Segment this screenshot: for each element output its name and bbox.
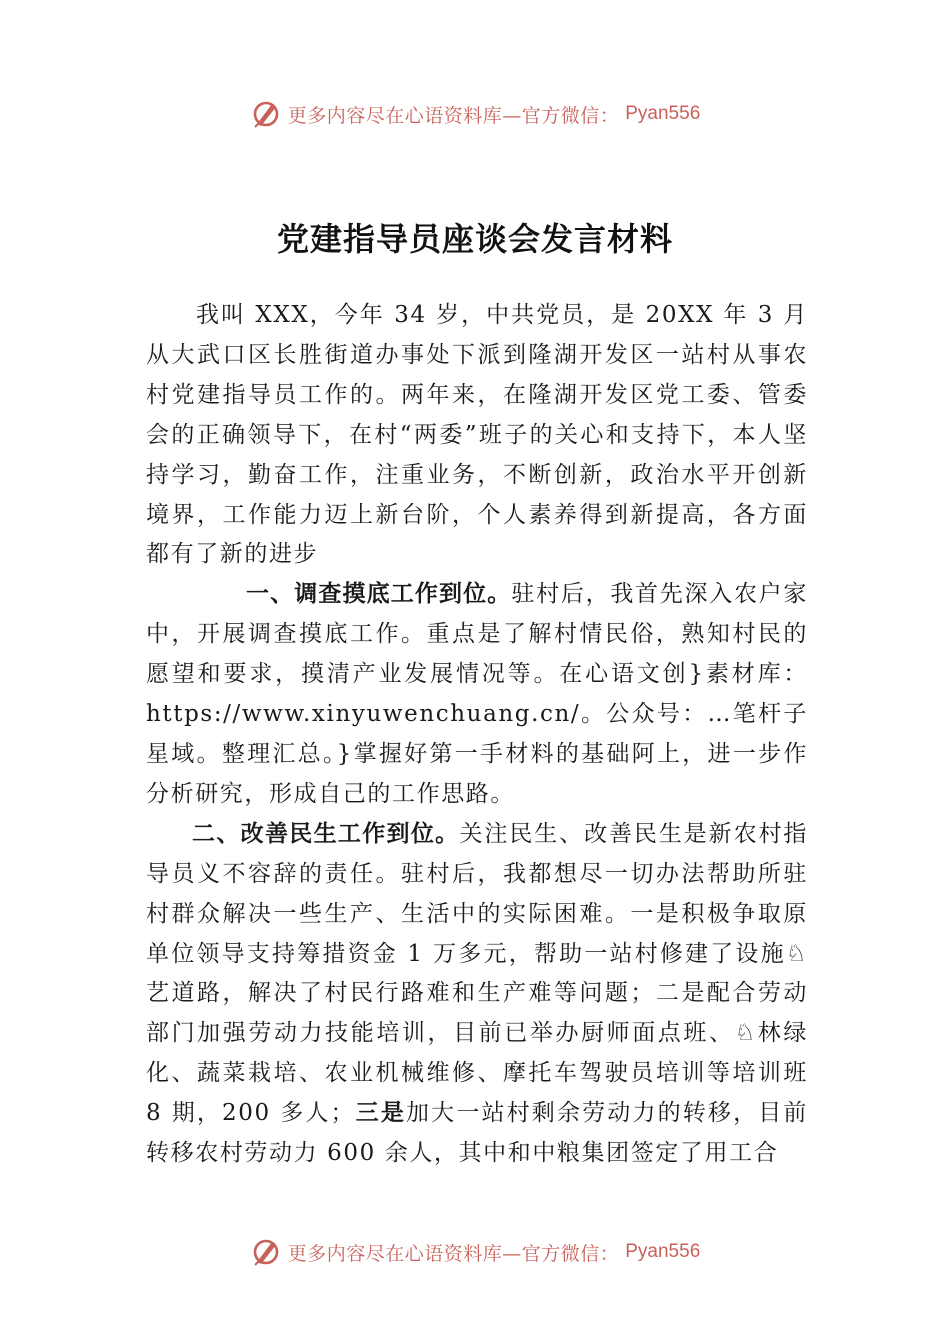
intro-paragraph: 我叫 XXX，今年 34 岁，中共党员，是 20XX 年 3 月从大武口区长胜街道办事处下派到隆湖开发区一站村从事农村党建指导员工作的。两年来，在隆湖开发区党工委、管委会的正确领导下，在村“两委”班子的关心和支持下，本人坚持学习，勤奋工作，注重业务，不断创新，政治水平开创新境界，工作能力迈上新台阶，个人素养得到新提高，各方面都有了新的进步	[146, 302, 808, 568]
section2-paragraph	[146, 815, 808, 1174]
document-title: 党建指导员座谈会发言材料	[276, 220, 673, 258]
section1-body: 驻村后，我首先深入农户家中，开展调查摸底工作。重点是了解村情民俗，熟知村民的愿望和要求，摸清产业发展情况等。在心语文创}素材库：https://www.xinyuwenchuang.cn/。公众号：…笔杆子星域。整理汇总。}掌握好第一手材料的基础阿上，进一步作分析研究，形成自己的工作思路。	[146, 581, 809, 807]
section2-body-a: 关注民生、改善民生是新农村指导员义不容辞的责任。驻村后，我都想尽一切办法帮助所驻村群众解决一些生产、生活中的实际困难。一是积极争取原单位领导支持筹措资金 1 万多元，帮助一站村修建了设施♘艺道路，解决了村民行路难和生产难等问题；二是配合劳动部门加强劳动力技能培训，目前已举办厨师面点班、♘林绿化、蔬菜栽培、农业机械维修、摩托车驾驶员培训等培训班 8 期，200 多人；	[146, 820, 808, 1127]
footer-watermark	[0, 1232, 950, 1272]
section2-body-b: 加大一站村剩余劳动力的转移，目前转移农村劳动力 600 余人，其中和中粮集团签定了用工合	[146, 1100, 809, 1167]
section2-bold-inline: 三是	[355, 1100, 407, 1127]
quill-logo-icon	[250, 1236, 282, 1268]
quill-logo-icon	[250, 98, 282, 130]
watermark-text: 更多内容尽在心语资料库—官方微信：	[287, 104, 620, 127]
header-watermark	[0, 94, 950, 134]
section1-paragraph	[146, 575, 808, 814]
watermark-text: 更多内容尽在心语资料库—官方微信：	[287, 1242, 620, 1265]
watermark-handle: Pyan556	[625, 103, 701, 124]
document-body	[146, 296, 808, 1174]
watermark-handle: Pyan556	[625, 1241, 701, 1262]
section2-heading: 二、改善民生工作到位。	[192, 820, 460, 847]
section1-heading: 一、调查摸底工作到位。	[246, 581, 512, 608]
